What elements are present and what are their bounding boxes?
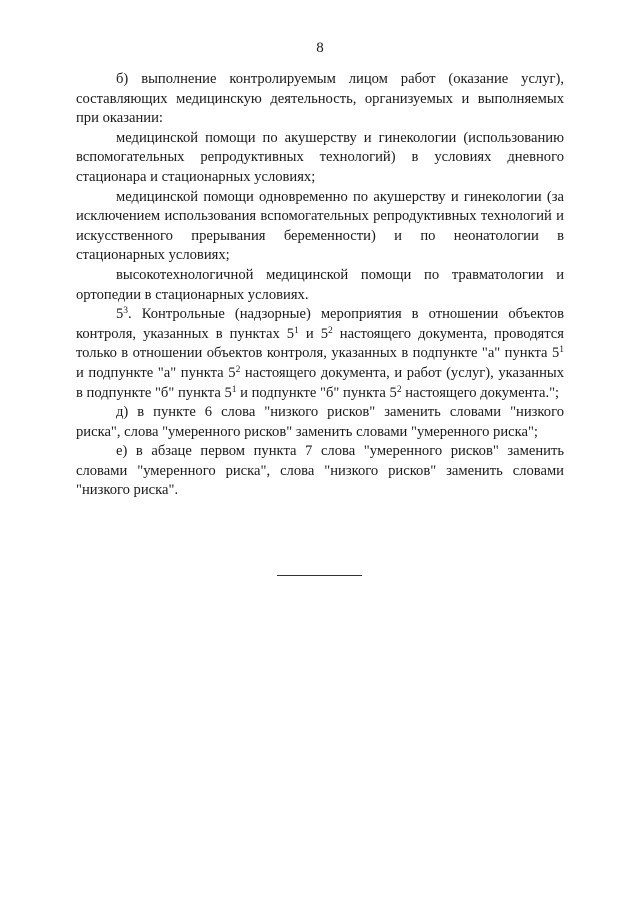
- document-body: [76, 70, 564, 501]
- paragraph-obstetrics-reproductive: медицинской помощи по акушерству и гинекологии (использованию вспомогательных репродуктивных технологий) в условиях дневного стационара и стационарных условиях;: [76, 129, 564, 185]
- paragraph-obstetrics-neonatology: медицинской помощи одновременно по акушерству и гинекологии (за исключением использования вспомогательных репродуктивных технологий и искусственного прерывания беременности) и по неонатологии в стационарных условиях;: [76, 188, 564, 264]
- superscript: 1: [559, 345, 564, 356]
- clause-number: 5: [116, 306, 124, 323]
- text-segment: . Контрольные (надзорные) мероприятия в отношении объектов контроля, указанных в пунктах 5: [76, 306, 564, 342]
- paragraph-item-5-3: [76, 305, 564, 403]
- text-segment: настоящего документа.";: [401, 384, 560, 401]
- paragraph-item-b: б) выполнение контролируемым лицом работ (оказание услуг), составляющих медицинскую деятельность, организуемых и выполняемых при оказании:: [76, 71, 564, 127]
- paragraph-item-e: е) в абзаце первом пункта 7 слова "умеренного рисков" заменить словами "умеренного риска", слова "низкого рисков" заменить словами "низкого риска".: [76, 443, 564, 499]
- text-segment: настоящего документа, и работ (услуг), указанных в подпункте "б" пункта 5: [76, 364, 564, 401]
- text-segment: и подпункте "б" пункта 5: [236, 384, 397, 401]
- page-number: 8: [316, 40, 324, 56]
- end-of-document-rule: [277, 575, 362, 576]
- text-segment: и подпункте "а" пункта 5: [76, 364, 236, 381]
- superscript: 2: [235, 364, 241, 375]
- paragraph-high-tech-traumatology: высокотехнологичной медицинской помощи по травматологии и ортопедии в стационарных условиях.: [76, 266, 564, 303]
- paragraph-item-d: д) в пункте 6 слова "низкого рисков" заменить словами "низкого риска", слова "умеренного рисков" заменить словами "умеренного риска";: [76, 404, 564, 440]
- text-segment: и 5: [298, 325, 328, 342]
- text-segment: настоящего документа, проводятся только в отношении объектов контроля, указанных в подпункте "а" пункта 5: [76, 325, 564, 362]
- superscript: 1: [294, 325, 299, 336]
- superscript: 3: [123, 306, 129, 317]
- superscript: 2: [396, 384, 402, 395]
- superscript: 2: [328, 325, 333, 336]
- superscript: 1: [231, 384, 237, 395]
